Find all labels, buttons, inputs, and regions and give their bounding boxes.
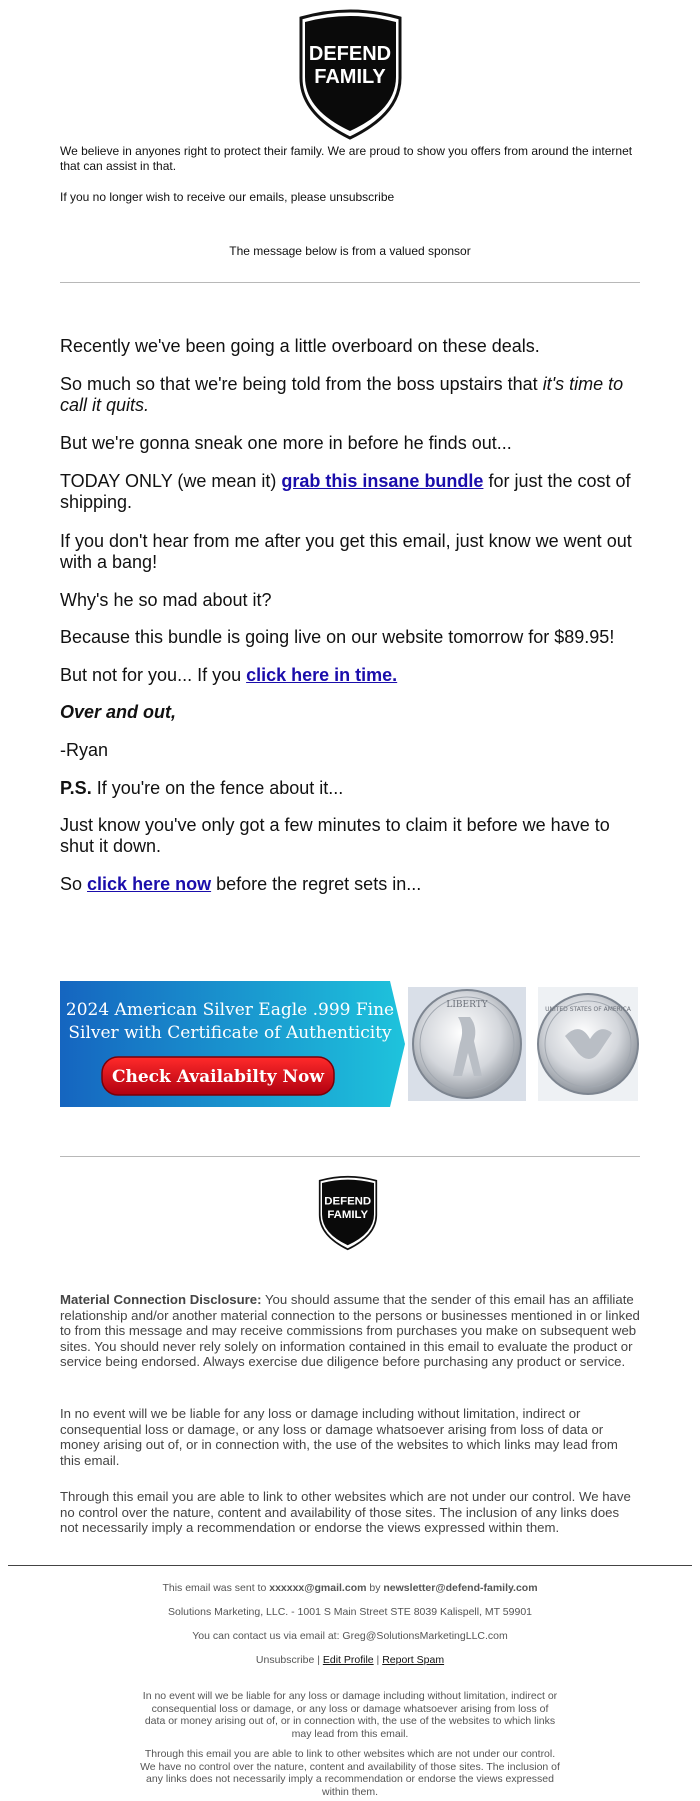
banner-line2: Silver with Certificate of Authenticity [68,1023,392,1043]
message-p1: Recently we've been going a little overboard on these deals. [60,336,540,356]
disclosure-text: You should assume that the sender of this email has an affiliate relationship and/or another material connection to the persons or businesses mentioned in or linked to from this message and may receive commissions from purchases you make on subsequent web sites. You should never rely solely on information contained in this email to evaluate the product or service being endorsed. Always exercise due diligence before purchasing any product or service. [60,1292,640,1369]
coin-front-text: LIBERTY [446,1000,488,1010]
footer-legal-1: In no event will we be liable for any loss or damage including without limitation, indirect or consequential loss or damage, or any loss or damage whatsoever arising from loss of data or money arising out of, or in connection with, the use of the websites to which links may lead from this email. [142,1690,558,1740]
footer-sep-2: | [373,1654,383,1666]
message-signoff: Over and out, [60,702,177,722]
message-p4 [60,471,645,513]
message-p13 [60,874,645,895]
logo-small-line2: FAMILY [327,1208,369,1221]
sent-by: by [366,1582,384,1594]
links-disclosure: Through this email you are able to link to other websites which are not under our control. We have no control over the nature, content and availability of those sites. The inclusion of any links does not necessarily imply a recommendation or endorse the views expressed within them. [60,1489,631,1535]
sent-to-line [140,1582,560,1595]
coin-back-text: UNITED STATES OF AMERICA [545,1006,631,1013]
banner-line1: 2024 American Silver Eagle .999 Fine [65,1000,395,1020]
click-here-now-link[interactable]: click here now [87,874,212,894]
message-p13-text: So [60,874,88,894]
contact-line: You can contact us via email at: Greg@SolutionsMarketingLLC.com [192,1630,508,1642]
footer-legal-2: Through this email you are able to link to other websites which are not under our control. We have no control over the nature, content and availability of those sites. The inclusion of any links does not necessarily imply a recommendation or endorse the views expressed within them. [140,1748,560,1798]
footer-links [140,1654,560,1667]
footer-divider [8,1565,692,1566]
liability-disclosure: In no event will we be liable for any loss or damage including without limitation, indirect or consequential loss or damage, or any loss or damage whatsoever arising from loss of data or money arising out of, or in connection with, the use of the websites to which links may lead from this email. [60,1406,618,1468]
top-unsubscribe-link[interactable]: unsubscribe [329,190,395,204]
ps-text: If you're on the fence about it... [91,778,344,798]
unsubscribe-line [60,190,640,205]
sponsor-note: The message below is from a valued sponsor [229,244,471,258]
message-p2 [60,374,645,416]
message-p3: But we're gonna sneak one more in before he finds out... [60,433,512,453]
logo-line1: DEFEND [308,43,392,65]
defend-family-logo [293,8,408,141]
divider-mid [60,1156,640,1157]
message-signature: -Ryan [60,740,109,760]
logo-line2: FAMILY [314,66,386,88]
logo-small-line1: DEFEND [324,1195,372,1208]
material-disclosure [60,1292,640,1370]
disclosure-heading: Material Connection Disclosure: [60,1292,262,1307]
click-here-in-time-link[interactable]: click here in time. [246,665,398,685]
message-p8-text: But not for you... If you [60,665,247,685]
silver-eagle-banner[interactable] [60,981,640,1107]
company-address: Solutions Marketing, LLC. - 1001 S Main Street STE 8039 Kalispell, MT 59901 [168,1606,532,1618]
defend-family-logo-small [315,1175,381,1251]
footer-unsubscribe-link[interactable]: Unsubscribe [255,1654,315,1666]
message-p13-tail: before the regret sets in... [211,874,422,894]
footer-sep-1: | [314,1654,323,1666]
divider-top [60,282,640,283]
check-availability-button[interactable]: Check Availabilty Now [111,1067,325,1087]
ps-label: P.S. [60,778,92,798]
message-p6: Why's he so mad about it? [60,590,272,610]
edit-profile-link[interactable]: Edit Profile [322,1654,374,1666]
sender-email: newsletter@defend-family.com [383,1582,538,1594]
message-p2-text: So much so that we're being told from the boss upstairs that [60,374,543,394]
message-p12: Just know you've only got a few minutes to claim it before we have to shut it down. [60,815,610,856]
message-p2-emphasis: it's time to call it quits. [60,374,624,415]
message-p4-text: TODAY ONLY (we mean it) [60,471,282,491]
report-spam-link[interactable]: Report Spam [382,1654,445,1666]
message-ps [60,778,645,799]
message-p8 [60,665,645,686]
message-p5: If you don't hear from me after you get this email, just know we went out with a bang! [60,531,632,572]
grab-bundle-link[interactable]: grab this insane bundle [281,471,484,491]
mission-statement: We believe in anyones right to protect their family. We are proud to show you offers from around the internet that can assist in that. [60,144,633,173]
message-p7: Because this bundle is going live on our website tomorrow for $89.95! [60,627,615,647]
message-p4-tail: for just the cost of shipping. [60,471,631,512]
sent-prefix: This email was sent to [162,1582,270,1594]
recipient-email: xxxxxx@gmail.com [269,1582,367,1594]
unsubscribe-prefix: If you no longer wish to receive our emails, please [60,190,327,204]
